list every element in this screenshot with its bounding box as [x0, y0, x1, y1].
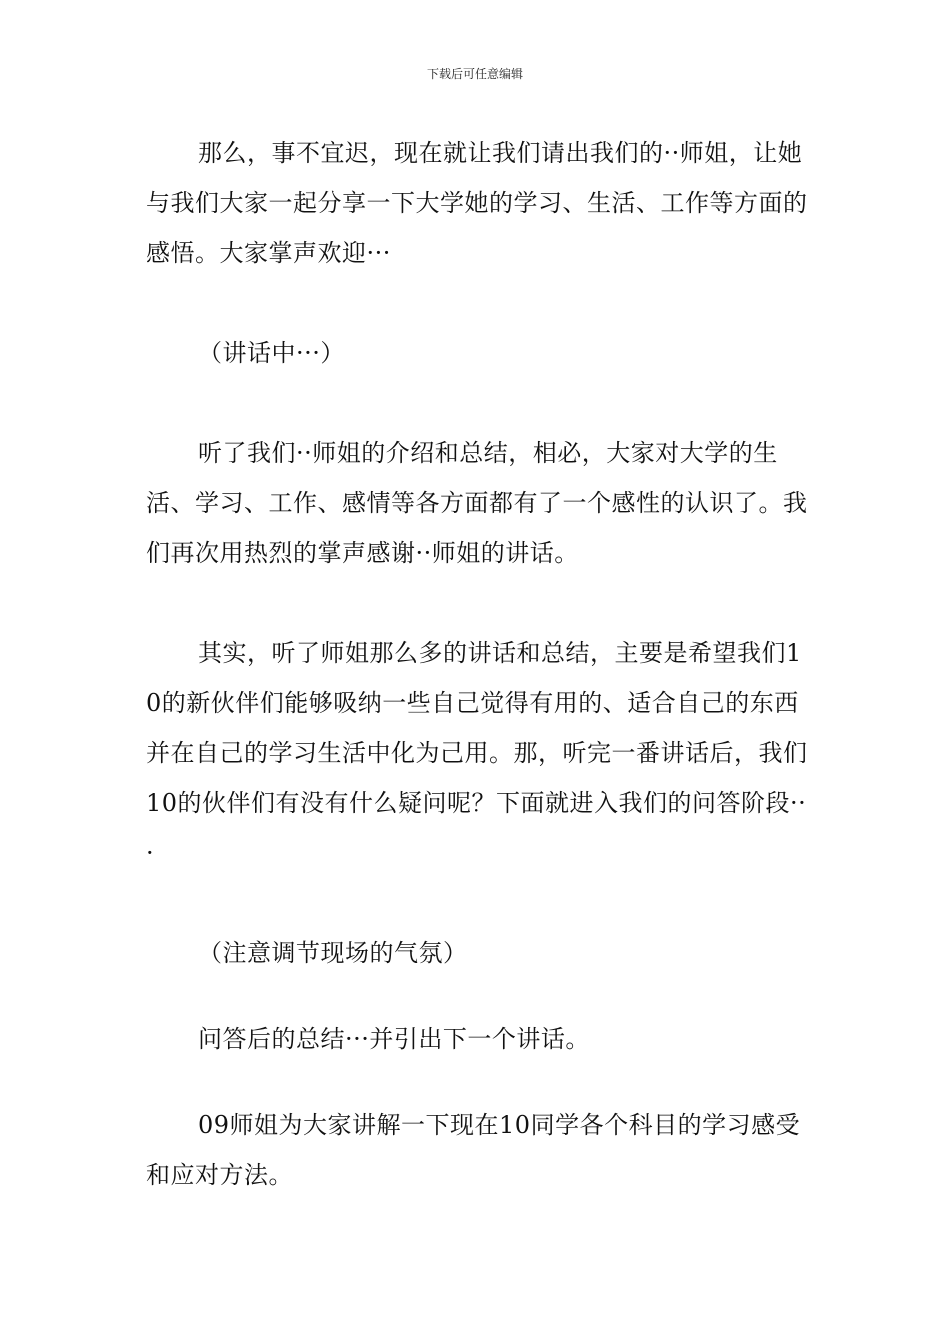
paragraph-qa-summary: 问答后的总结···并引出下一个讲话。 — [198, 1025, 590, 1053]
paragraph-next-speaker: 09师姐为大家讲解一下现在10同学各个科目的学习感受和应对方法。 — [146, 1111, 801, 1189]
page-header: 下载后可任意编辑 — [426, 67, 523, 81]
paragraph-spacer — [146, 978, 814, 1014]
paragraph-atmosphere-note: （注意调节现场的气氛） — [198, 939, 468, 967]
paragraph-spacer — [146, 378, 814, 428]
paragraph-thanks: 听了我们··师姐的介绍和总结，相必，大家对大学的生活、学习、工作、感情等各方面都有了一个感性的认识了。我们再次用热烈的掌声感谢··师姐的讲话。 — [146, 439, 808, 567]
paragraph-spacer — [146, 878, 814, 928]
paragraph-spacer — [146, 578, 814, 628]
paragraph-invite-speaker: 那么，事不宜迟，现在就让我们请出我们的··师姐，让她与我们大家一起分享一下大学她的学习、生活、工作等方面的感悟。大家掌声欢迎··· — [146, 139, 808, 267]
paragraph-qa-intro: 其实，听了师姐那么多的讲话和总结，主要是希望我们10的新伙伴们能够吸纳一些自己觉得有用的、适合自己的东西并在自己的学习生活中化为己用。那，听完一番讲话后，我们10的伙伴们有没有什么疑问呢？下面就进入我们的问答阶段··· — [146, 639, 808, 867]
document-body — [146, 128, 814, 1200]
paragraph-spacer — [146, 1064, 814, 1100]
paragraph-spacer — [146, 278, 814, 328]
paragraph-speaking-note: （讲话中···） — [198, 339, 345, 367]
